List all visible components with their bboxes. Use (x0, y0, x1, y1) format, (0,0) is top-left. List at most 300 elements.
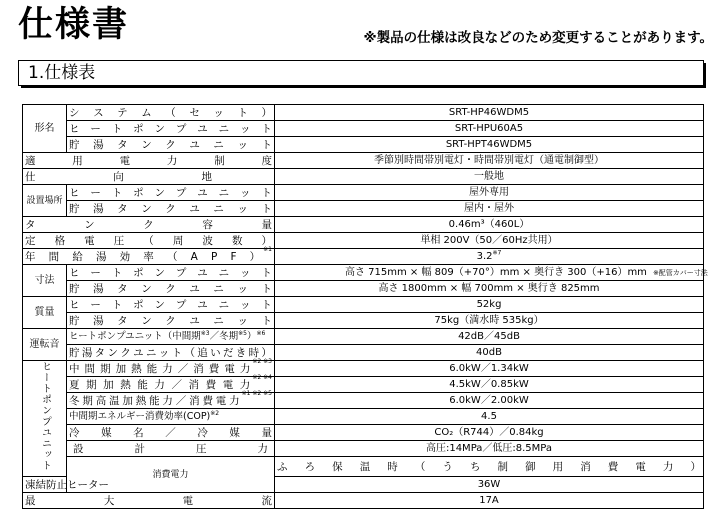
table-row (23, 457, 704, 477)
label-text (277, 460, 701, 474)
label-char: 湯 (95, 250, 107, 263)
value-noise-hp: 42dB／45dB (275, 329, 704, 345)
label-char: 電 (224, 362, 235, 375)
label-char: ト (171, 346, 183, 359)
group-label-vertical: ヒートポンプユニット (39, 361, 51, 471)
label-char: タ (25, 218, 36, 231)
label-char: ） (261, 234, 272, 247)
label-char: タ (117, 138, 128, 151)
label-char: 湯 (93, 282, 104, 295)
label-char: き (235, 346, 247, 359)
label-char: 湯 (93, 138, 104, 151)
label-char: 波 (202, 234, 213, 247)
label-char: タ (88, 478, 99, 491)
label-char: 止 (56, 478, 67, 491)
label-char: ポ (133, 298, 144, 311)
label-char: ト (261, 314, 272, 327)
label-text (69, 122, 272, 136)
value-size-hp (275, 265, 708, 281)
label-char: 冷 (197, 426, 208, 439)
label-char: （ (165, 106, 176, 119)
table-row (23, 249, 704, 265)
label-char: う (442, 460, 453, 473)
label-text (25, 494, 272, 508)
label-char: ー (98, 478, 109, 491)
group-hpu (23, 361, 67, 477)
label-text (69, 282, 272, 296)
label-char: ／ (165, 426, 176, 439)
value-freeze: 36W (275, 477, 704, 493)
footnote-mark: ※7 (492, 249, 502, 257)
label-char: ／ (171, 378, 182, 391)
label-char: セ (189, 106, 200, 119)
label-char: （ (184, 346, 195, 359)
label-char: ク (165, 138, 176, 151)
label-text (69, 202, 272, 216)
label-char: 夏 (69, 378, 80, 391)
label-char: 追 (197, 346, 208, 359)
label-char: ふ (277, 460, 288, 473)
label-char: 消 (193, 362, 204, 375)
label-char: ー (90, 186, 101, 199)
label-char: ポ (133, 266, 144, 279)
label-char: 用 (552, 460, 564, 473)
label-char: ッ (240, 266, 251, 279)
label-char: 設 (73, 442, 84, 455)
label-char: 媒 (101, 426, 112, 439)
label-char: ニ (145, 346, 157, 359)
label-char: 熱 (120, 378, 131, 391)
label-char: 年 (25, 250, 36, 263)
label-text (69, 394, 240, 408)
label-char: ー (77, 478, 88, 491)
label-char: 中 (69, 362, 80, 375)
label-char: 電 (635, 460, 646, 473)
label-char: ッ (237, 314, 248, 327)
label-text (69, 138, 272, 152)
label-char: ム (141, 106, 152, 119)
label-char: ー (90, 266, 101, 279)
label-char: ） (261, 106, 272, 119)
table-row (23, 313, 704, 329)
label-char: 効 (119, 250, 131, 263)
label-char: 用 (72, 154, 83, 167)
label-char: ユ (197, 186, 208, 199)
label-char: ニ (213, 202, 224, 215)
label-text (25, 218, 272, 232)
label-char: ト (261, 298, 272, 311)
label-char: ン (141, 282, 152, 295)
label-char: ユ (189, 314, 200, 327)
label-char: 力 (662, 460, 674, 473)
label-char: 電 (84, 234, 95, 247)
label-text: ヒートポンプユニット（中間期 (69, 330, 201, 342)
label-char: 容 (202, 218, 213, 231)
value-system: SRT-HP46WDM5 (275, 105, 704, 121)
label-char: 定 (25, 234, 36, 247)
label-char: ニ (218, 298, 230, 311)
label-text (25, 154, 272, 168)
group-size: 寸法 (23, 265, 67, 297)
label-char: （ (143, 234, 154, 247)
footnote-mark: ※1 ※2 ※5 (241, 389, 272, 397)
label-char: ユ (189, 282, 200, 295)
table-row (23, 377, 704, 393)
value-mass-hp: 52kg (275, 297, 704, 313)
label-char: ッ (158, 346, 170, 359)
label-char: ユ (133, 346, 144, 359)
label-char: 加 (115, 362, 127, 375)
label-char: プ (175, 266, 187, 279)
label-char: 率 (143, 250, 154, 263)
table-row (23, 137, 704, 153)
label-char: 能 (146, 362, 158, 375)
label-char: 力 (229, 394, 240, 407)
label-text (25, 478, 109, 492)
table-row (23, 345, 704, 361)
label-char: 貯 (69, 314, 80, 327)
label-char: 最 (25, 494, 36, 507)
label-char: ー (90, 298, 101, 311)
table-row (23, 425, 704, 441)
table-row (23, 265, 704, 281)
label-char: 媒 (229, 426, 240, 439)
label-char: ト (261, 122, 272, 135)
label-char: ニ (218, 122, 230, 135)
label-char: ン (154, 266, 165, 279)
label-char: プ (175, 186, 187, 199)
label-char: ） (249, 250, 261, 263)
label-char: ッ (240, 122, 251, 135)
label-wrap (25, 245, 272, 264)
value-cop: 4.5 (275, 409, 704, 425)
label-char: ン (141, 202, 152, 215)
label-char: ユ (189, 202, 200, 215)
page-title: 仕様書 (18, 5, 130, 45)
label-hp-unit (67, 121, 275, 137)
label-char: ヒ (69, 186, 80, 199)
spec-table (22, 104, 708, 509)
label-char: 凍 (25, 478, 36, 491)
label-char: 期 (100, 362, 111, 375)
label-char: ン (154, 298, 165, 311)
label-char: 力 (239, 362, 251, 375)
label-char: 期 (86, 378, 97, 391)
label-char: タ (94, 346, 106, 359)
label-char: 時 (387, 460, 398, 473)
label-char: ー (90, 122, 101, 135)
label-char: 力 (162, 394, 173, 407)
label-char: ） (261, 346, 272, 359)
footnote-mark: ※2 ※4 (252, 373, 272, 381)
label-install-tank (67, 201, 275, 217)
label-char: タ (117, 282, 128, 295)
label-capacity (23, 217, 275, 233)
label-text (69, 266, 272, 280)
label-mass-tank (67, 313, 275, 329)
label-char: 格 (54, 234, 66, 247)
label-char: ク (165, 282, 176, 295)
label-char: 貯 (69, 138, 80, 151)
label-char: 貯 (69, 282, 80, 295)
label-char: ト (261, 202, 272, 215)
label-char: ク (165, 202, 176, 215)
footnote-mark: ※1 (263, 245, 272, 253)
table-row (23, 185, 704, 201)
label-char: ッ (237, 282, 248, 295)
table-row (23, 233, 704, 249)
label-text (69, 442, 272, 456)
table-row (23, 393, 704, 409)
label-char: ヒ (69, 266, 80, 279)
label-char: ッ (237, 138, 248, 151)
label-char: ク (165, 314, 176, 327)
footnote-mark: ※2 ※3 (252, 357, 272, 365)
label-char: 費 (607, 460, 619, 473)
label-char: タ (117, 314, 128, 327)
value-noise-tank: 40dB (275, 345, 704, 361)
label-char: 力 (154, 378, 165, 391)
label-char: 度 (261, 154, 272, 167)
label-char: 湯 (81, 346, 93, 359)
label-char: 費 (205, 378, 217, 391)
table-row (23, 281, 704, 297)
table-row (23, 329, 704, 345)
label-char: 能 (137, 378, 148, 391)
group-mass: 質量 (23, 297, 67, 329)
aside-note: ※配管カバー寸法 (652, 268, 708, 277)
label-char: 電 (119, 154, 131, 167)
table-row (23, 201, 704, 217)
label-char: 圧 (196, 442, 207, 455)
label-pressure (67, 441, 275, 457)
group-noise: 運転音 (23, 329, 67, 361)
label-char: ち (469, 460, 481, 473)
label-char: ク (143, 218, 154, 231)
label-char: ン (141, 314, 152, 327)
label-cop (67, 409, 275, 425)
label-char: ト (261, 282, 272, 295)
label-char: 貯 (69, 202, 80, 215)
label-char: 加 (122, 394, 133, 407)
label-char: 間 (48, 250, 60, 263)
label-char: 時 (248, 346, 260, 359)
label-char: プ (175, 298, 187, 311)
label-char: 制 (497, 460, 508, 473)
label-text (25, 234, 272, 248)
value-capacity: 0.46m³（460L） (275, 217, 704, 233)
label-noise-tank (67, 345, 275, 361)
table-row (23, 217, 704, 233)
value-install-hp: 屋外専用 (275, 185, 704, 201)
value-install-tank: 屋内・屋外 (275, 201, 704, 217)
value-pressure: 高圧:14MPa／低圧:8.5MPa (275, 441, 704, 457)
label-char: ト (111, 298, 123, 311)
table-row (23, 153, 704, 169)
label-char: 消 (580, 460, 591, 473)
value-winter: 6.0kW／2.00kW (275, 393, 704, 409)
label-char: 仕 (25, 170, 36, 183)
label-char: 御 (525, 460, 536, 473)
footnote-mark: ※6 (256, 329, 266, 337)
label-char: ト (261, 186, 272, 199)
label-char: 湯 (93, 314, 104, 327)
label-freeze (23, 477, 109, 493)
label-char: 費 (202, 394, 213, 407)
label-char: F (230, 250, 237, 263)
value-area: 一般地 (275, 169, 704, 185)
label-char: ト (261, 266, 272, 279)
label-char: 量 (261, 218, 272, 231)
label-char: A (190, 250, 198, 263)
label-char: ク (120, 346, 131, 359)
label-system (67, 105, 275, 121)
label-char: 結 (35, 478, 46, 491)
label-char: 力 (166, 154, 178, 167)
label-noise-hp (67, 329, 275, 345)
label-wrap (69, 389, 272, 408)
footnote-mark: ※5 (238, 329, 247, 337)
label-char: 流 (261, 494, 272, 507)
label-install-hp (67, 185, 275, 201)
label-char: 間 (84, 362, 96, 375)
label-char: ト (261, 138, 272, 151)
label-char: 周 (172, 234, 184, 247)
table-row (23, 361, 704, 377)
label-char: ッ (237, 202, 248, 215)
label-char: ユ (189, 138, 200, 151)
label-char: ヒ (69, 122, 80, 135)
label-char: 力 (162, 362, 173, 375)
label-char: ン (141, 138, 152, 151)
label-char: ニ (213, 314, 224, 327)
table-row (23, 409, 704, 425)
label-char: 向 (113, 170, 124, 183)
label-bath (275, 457, 704, 477)
label-apf (23, 245, 275, 265)
label-char: 大 (103, 494, 115, 507)
section-heading: 1.仕様表 (18, 60, 704, 86)
label-char: 高 (95, 394, 107, 407)
label-char: ヒ (69, 298, 80, 311)
label-text (69, 106, 272, 120)
label-char: 名 (133, 426, 144, 439)
footnote-mark: ※3 (200, 329, 210, 337)
label-char: 貯 (69, 346, 80, 359)
label-char: 圧 (113, 234, 125, 247)
label-char: 能 (149, 394, 160, 407)
label-wrap (69, 357, 272, 376)
value-hp-unit: SRT-HPU60A5 (275, 121, 704, 137)
label-char: 防 (46, 478, 57, 491)
label-char: 費 (208, 362, 220, 375)
label-size-tank (67, 281, 275, 297)
table-row (23, 493, 704, 509)
label-char: 適 (25, 154, 36, 167)
table-row (23, 441, 704, 457)
value-size-tank: 高さ 1800mm × 幅 700mm × 奥行き 825mm (275, 281, 704, 297)
label-mid (67, 357, 275, 377)
label-char: 温 (109, 394, 120, 407)
label-char: 制 (214, 154, 225, 167)
label-char: 数 (231, 234, 243, 247)
label-text: ） (247, 330, 257, 342)
value-refrigerant: CO₂（R744）／0.84kg (275, 425, 704, 441)
label-char: 湯 (93, 202, 104, 215)
label-text (69, 378, 250, 392)
label-char: テ (117, 106, 128, 119)
label-char: ン (107, 346, 118, 359)
group-model: 形名 (23, 105, 67, 153)
label-char: 期 (82, 394, 93, 407)
group-power: 消費電力 (67, 457, 275, 493)
label-text (69, 314, 272, 328)
label-char: ン (154, 122, 165, 135)
label-char: ッ (240, 186, 251, 199)
label-text (69, 426, 272, 440)
label-char: 量 (261, 426, 272, 439)
label-char: 地 (201, 170, 212, 183)
label-text (25, 250, 260, 264)
group-install: 設置場所 (23, 185, 67, 217)
label-char: ろ (304, 460, 316, 473)
label-text (69, 298, 272, 312)
label-char: ト (237, 106, 248, 119)
label-tank (67, 137, 275, 153)
label-char: ン (84, 218, 95, 231)
label-char: 保 (332, 460, 343, 473)
label-char: 冷 (69, 426, 80, 439)
label-text: ／冬期 (209, 330, 239, 342)
value-text: 3.2 (476, 250, 493, 262)
label-char: ニ (213, 138, 224, 151)
label-char: 給 (72, 250, 83, 263)
label-rate (23, 153, 275, 169)
label-char: プ (175, 122, 187, 135)
label-char: （ (414, 460, 426, 473)
label-char: 温 (359, 460, 371, 473)
label-char: 力 (257, 442, 268, 455)
footnote-mark: ※2 (210, 409, 220, 417)
label-char: 熱 (135, 394, 147, 407)
label-size-hp (67, 265, 275, 281)
value-max: 17A (275, 493, 704, 509)
value-rate: 季節別時間帯別電灯・時間帯別電灯（通電制御型） (275, 153, 704, 169)
label-char: ス (93, 106, 104, 119)
label-char: 計 (134, 442, 145, 455)
label-char: ユ (197, 266, 208, 279)
label-char: ／ (177, 362, 189, 375)
label-char: ト (111, 186, 123, 199)
label-char: 熱 (131, 362, 142, 375)
table-row (23, 169, 704, 185)
label-area (23, 169, 275, 185)
label-text (69, 362, 250, 376)
change-notice: ※製品の仕様は改良などのため変更することがあります。 (363, 30, 713, 46)
label-char: い (210, 346, 221, 359)
value-voltage: 単相 200V（50／60Hz共用） (275, 233, 704, 249)
label-char: だ (222, 346, 234, 359)
label-char: ヒ (67, 478, 78, 491)
label-text: 中間期エネルギー消費効率(COP) (69, 410, 211, 422)
label-char: 電 (182, 494, 194, 507)
label-voltage (23, 233, 275, 249)
label-text (25, 170, 272, 184)
label-text (69, 346, 272, 360)
table-row (23, 121, 704, 137)
label-char: （ (166, 250, 178, 263)
label-max (23, 493, 275, 509)
